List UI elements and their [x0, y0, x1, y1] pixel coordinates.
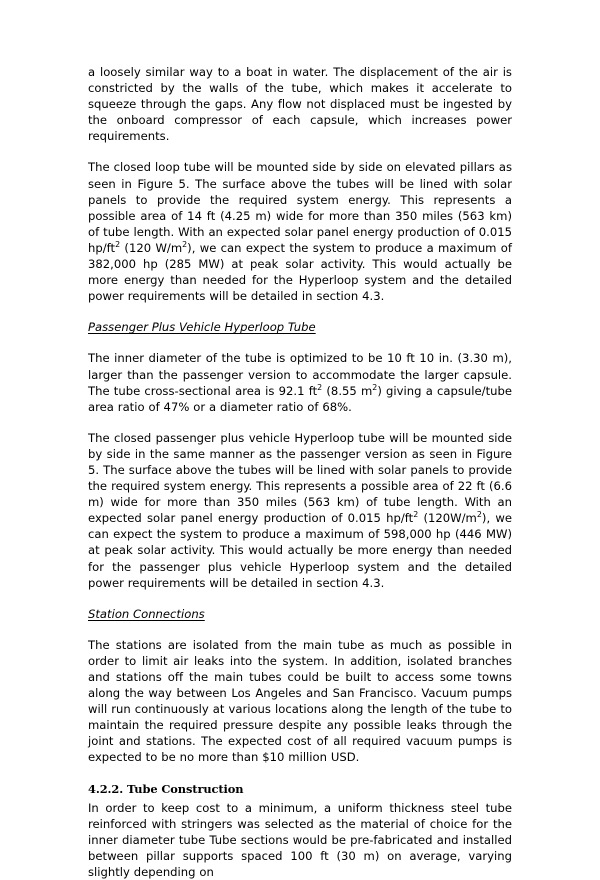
superscript-exponent: 2 — [372, 382, 378, 392]
text-run: The closed passenger plus vehicle Hyperloop tube will be mounted side by side in the same manner as the passenger version as seen in Figure 5. The surface above the tubes will be lined with solar panels to provide the required system energy. This represents a possible area of 22 ft (6.6 m) wide for more than 350 miles (563 km) of tube length. With an expected solar panel energy production of 0.015 hp/ft — [88, 430, 512, 526]
text-run: ), we can expect the system to produce a maximum of 598,000 hp (446 MW) at peak solar activity. This would actually be more energy than needed for the passenger plus vehicle Hyperloop system and the detailed power requirements will be detailed in section 4.3. — [88, 511, 513, 590]
text-run: ), we can expect the system to produce a maximum of 382,000 hp (285 MW) at peak solar activity. This would actually be more energy than needed for the Hyperloop system and the detailed power requirements will be detailed in section 4.3. — [88, 240, 512, 304]
paragraph-closed-passenger-plus-vehicle — [88, 430, 512, 591]
superscript-exponent: 2 — [182, 240, 188, 250]
subheading-station-connections: Station Connections — [88, 606, 205, 621]
paragraph-station-isolation: The stations are isolated from the main tube as much as possible in order to limit air leaks into the system. In addition, isolated branches and stations off the main tubes could be built to access some towns along the way between Los Angeles and San Francisco. Vacuum pumps will run continuously at various locations along the length of the tube to maintain the required pressure despite any possible leaks through the joint and stations. The expected cost of all required vacuum pumps is expected to be no more than $10 million USD. — [88, 637, 512, 765]
document-body-column — [88, 64, 512, 880]
text-run: The inner diameter of the tube is optimized to be 10 ft 10 in. (3.30 m), larger than the passenger version to accommodate the larger capsule. The tube cross-sectional area is 92.1 ft — [88, 351, 512, 398]
superscript-exponent: 2 — [413, 510, 419, 520]
paragraph-tube-construction-body: In order to keep cost to a minimum, a uniform thickness steel tube reinforced with stringers was selected as the material of choice for the inner diameter tube Tube sections would be pre-fabricated and installed between pillar supports spaced 100 ft (30 m) on average, varying slightly depending on — [88, 800, 512, 880]
paragraph-air-displacement: a loosely similar way to a boat in water. The displacement of the air is constricted by the walls of the tube, which makes it accelerate to squeeze through the gaps. Any flow not displaced must be ingested by the onboard compressor of each capsule, which increases power requirements. — [88, 65, 512, 144]
heading-tube-construction: 4.2.2. Tube Construction — [88, 781, 244, 796]
superscript-exponent: 2 — [476, 510, 482, 520]
text-run: (120 W/m — [120, 240, 183, 255]
text-run: (8.55 m — [322, 383, 373, 398]
superscript-exponent: 2 — [317, 382, 323, 392]
superscript-exponent: 2 — [115, 240, 121, 250]
text-run: (120W/m — [418, 511, 477, 526]
text-run: ) giving a capsule/tube area ratio of 47% or a diameter ratio of 68%. — [88, 383, 512, 414]
subheading-passenger-plus-vehicle: Passenger Plus Vehicle Hyperloop Tube — [88, 320, 316, 335]
paragraph-closed-loop-tube — [88, 159, 512, 304]
paragraph-inner-diameter — [88, 350, 512, 414]
text-run: The closed loop tube will be mounted side by side on elevated pillars as seen in Figure 5. The surface above the tubes will be lined with solar panels to provide the required system energy. This represents a possible area of 14 ft (4.25 m) wide for more than 350 miles (563 km) of tube length. With an expected solar panel energy production of 0.015 hp/ft — [88, 160, 512, 255]
